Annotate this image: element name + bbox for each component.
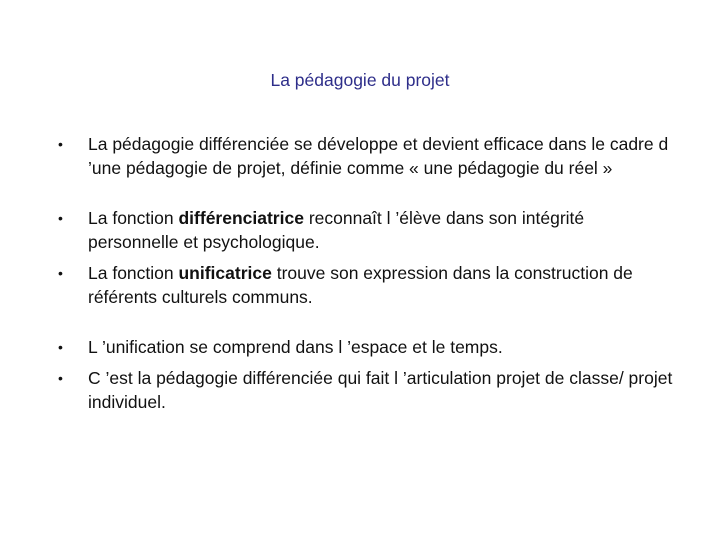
bullet-text: C ’est la pédagogie différenciée qui fait l ’articulation projet de classe/ projet individuel. (88, 368, 673, 412)
bullet-item (58, 366, 678, 414)
bullet-text-post: trouve son expression dans la construction de référents culturels communs. (88, 263, 633, 307)
bullet-text-post: reconnaît l ’élève dans son intégrité personnelle et psychologique. (88, 208, 585, 252)
bullet-text-pre: La fonction (88, 208, 179, 228)
bullet-text: La pédagogie différenciée se développe et devient efficace dans le cadre d ’une pédagogie de projet, définie comme « une pédagogie du réel » (88, 134, 669, 178)
bullet-item (58, 335, 678, 359)
bullet-icon: • (58, 210, 63, 226)
slide-title: La pédagogie du projet (270, 70, 450, 90)
bullet-icon: • (58, 370, 63, 386)
bullet-item (58, 261, 678, 309)
bullet-text: L ’unification se comprend dans l ’espace et le temps. (88, 337, 503, 357)
bullet-icon: • (58, 265, 63, 281)
bullet-icon: • (58, 339, 63, 355)
bullet-text-pre: La fonction (88, 263, 179, 283)
bullet-icon: • (58, 136, 63, 152)
bullet-item (58, 206, 678, 254)
bullet-item (58, 132, 678, 180)
bullet-list (58, 132, 678, 414)
bullet-text-bold: différenciatrice (178, 208, 304, 228)
bullet-text-bold: unificatrice (178, 263, 272, 283)
